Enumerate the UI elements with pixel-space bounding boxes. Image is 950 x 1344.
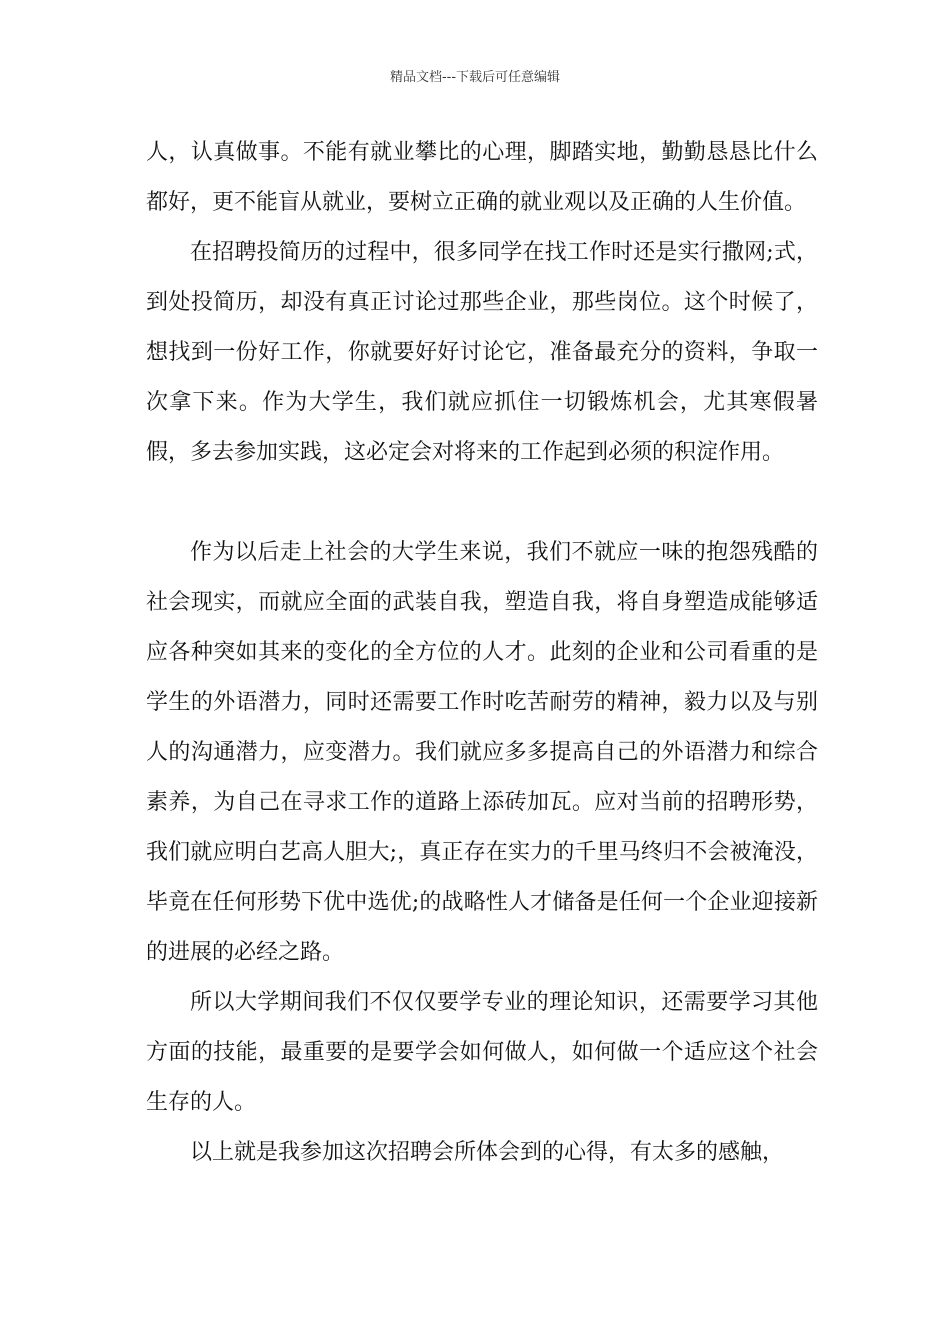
paragraph-3: 作为以后走上社会的大学生来说，我们不就应一味的抱怨残酷的社会现实，而就应全面的武装自我，塑造自我，将自身塑造成能够适应各种突如其来的变化的全方位的人才。此刻的企业和公司看重的是学生的外语潜力，同时还需要工作时吃苦耐劳的精神，毅力以及与别人的沟通潜力，应变潜力。我们就应多多提高自己的外语潜力和综合素养，为自己在寻求工作的道路上添砖加瓦。应对当前的招聘形势，我们就应明白艺高人胆大;，真正存在实力的千里马终归不会被淹没，毕竟在任何形势下优中选优;的战略性人才储备是任何一个企业迎接新的进展的必经之路。: [146, 540, 818, 965]
paragraph-4: 所以大学期间我们不仅仅要学专业的理论知识，还需要学习其他方面的技能，最重要的是要学会如何做人，如何做一个适应这个社会生存的人。: [146, 990, 818, 1115]
paragraph-1: 人，认真做事。不能有就业攀比的心理，脚踏实地，勤勤恳恳比什么都好，更不能盲从就业，要树立正确的就业观以及正确的人生价值。: [146, 140, 818, 215]
page-header: 精品文档---下载后可任意编辑: [389, 70, 561, 85]
paragraph-spacer: [146, 478, 818, 528]
document-body: [146, 128, 818, 1178]
paragraph-5: 以上就是我参加这次招聘会所体会到的心得，有太多的感触，: [190, 1140, 785, 1165]
paragraph-2: 在招聘投简历的过程中，很多同学在找工作时还是实行撒网;式，到处投简历，却没有真正讨论过那些企业，那些岗位。这个时候了，想找到一份好工作，你就要好好讨论它，准备最充分的资料，争取一次拿下来。作为大学生，我们就应抓住一切锻炼机会，尤其寒假暑假，多去参加实践，这必定会对将来的工作起到必须的积淀作用。: [146, 240, 818, 465]
